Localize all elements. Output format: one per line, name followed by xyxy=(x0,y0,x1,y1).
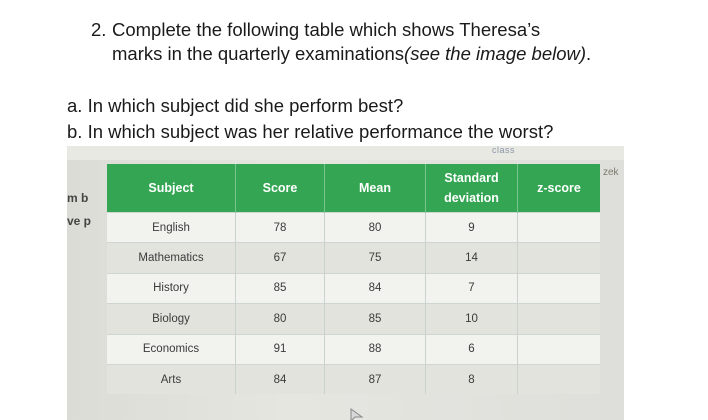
cell-z-score xyxy=(518,213,601,243)
question-number: 2. xyxy=(91,19,107,40)
cell-z-score xyxy=(518,364,601,394)
cell-score: 84 xyxy=(236,364,325,394)
cell-sd: 8 xyxy=(426,364,518,394)
cell-mean: 87 xyxy=(325,364,426,394)
cell-mean: 84 xyxy=(325,273,426,303)
photo-left-edge-text-2: ve p xyxy=(67,214,92,228)
subquestion-a xyxy=(67,94,403,118)
cell-subject: Biology xyxy=(107,304,236,334)
cell-sd: 6 xyxy=(426,334,518,364)
table-header-row xyxy=(107,164,600,213)
cell-z-score xyxy=(518,304,601,334)
marks-table xyxy=(107,164,600,394)
cell-z-score xyxy=(518,334,601,364)
cell-mean: 75 xyxy=(325,243,426,273)
table-photo xyxy=(67,146,624,420)
cell-sd: 7 xyxy=(426,273,518,303)
cell-mean: 85 xyxy=(325,304,426,334)
subquestion-b-label: b. xyxy=(67,121,83,142)
question-text-line-1: Complete the following table which shows Theresa’s xyxy=(112,19,541,40)
cell-subject: Arts xyxy=(107,364,236,394)
question-text-line-2: marks in the quarterly examinations xyxy=(112,43,405,64)
header-standard-deviation xyxy=(426,164,518,213)
header-z-score: z-score xyxy=(518,164,601,213)
photo-right-edge-text: zek xyxy=(603,167,619,178)
table-row xyxy=(107,304,600,334)
cell-mean: 88 xyxy=(325,334,426,364)
table-row xyxy=(107,334,600,364)
cell-subject: History xyxy=(107,273,236,303)
question-2 xyxy=(91,18,691,66)
cell-z-score xyxy=(518,243,601,273)
header-mean: Mean xyxy=(325,164,426,213)
header-subject: Subject xyxy=(107,164,236,213)
cell-score: 85 xyxy=(236,273,325,303)
question-line-2 xyxy=(91,42,691,66)
header-score: Score xyxy=(236,164,325,213)
cell-subject: Economics xyxy=(107,334,236,364)
cell-z-score xyxy=(518,273,601,303)
subquestion-a-text: In which subject did she perform best? xyxy=(87,95,404,116)
table-row xyxy=(107,243,600,273)
subquestion-b-text: In which subject was her relative performance the worst? xyxy=(87,121,554,142)
subquestion-a-label: a. xyxy=(67,95,83,116)
cell-score: 80 xyxy=(236,304,325,334)
table-row xyxy=(107,364,600,394)
cell-score: 67 xyxy=(236,243,325,273)
cell-sd: 10 xyxy=(426,304,518,334)
subquestion-b xyxy=(67,120,553,144)
header-sd-text: Standard deviation xyxy=(444,171,499,205)
cell-subject: Mathematics xyxy=(107,243,236,273)
cursor-arrow-icon xyxy=(350,408,366,420)
table-row xyxy=(107,213,600,243)
cell-sd: 14 xyxy=(426,243,518,273)
cell-mean: 80 xyxy=(325,213,426,243)
question-period: . xyxy=(586,43,592,64)
cell-score: 91 xyxy=(236,334,325,364)
photo-top-strip xyxy=(67,146,624,160)
table-row xyxy=(107,273,600,303)
question-line-1 xyxy=(91,18,691,42)
cell-subject: English xyxy=(107,213,236,243)
photo-class-mark: class xyxy=(492,146,516,155)
photo-left-edge-text-1: m b xyxy=(67,191,89,205)
cell-score: 78 xyxy=(236,213,325,243)
cell-sd: 9 xyxy=(426,213,518,243)
question-reference: (see the image below) xyxy=(404,43,587,64)
